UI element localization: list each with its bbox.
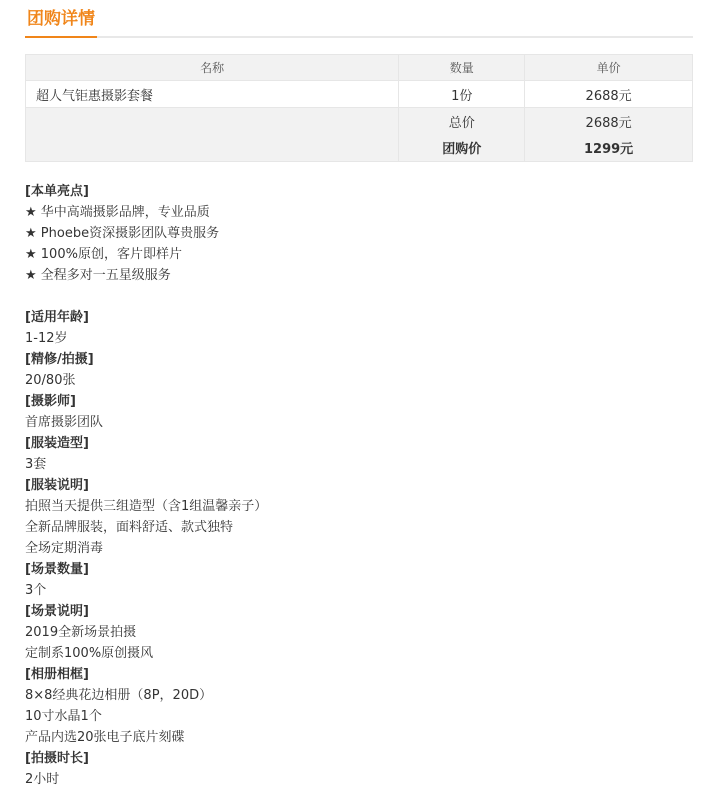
spec-value: 20/80张 (25, 373, 76, 388)
spec-value: 定制系100%原创摄风 (25, 646, 154, 661)
section-title: 团购详情 (25, 8, 97, 38)
spec-value: 全新品牌服装，面料舒适、款式独特 (25, 520, 234, 535)
spec-value: 1-12岁 (25, 331, 68, 346)
spec-value: 2小时 (25, 772, 60, 787)
total-blank-cell (26, 108, 399, 135)
column-header-name: 名称 (26, 55, 399, 81)
spec-label-scene-count: [场景数量] (25, 562, 89, 577)
table-row (26, 81, 693, 108)
total-value: 2688元 (525, 108, 693, 135)
deal-price-value: 1299元 (525, 135, 693, 162)
spec-value: 首席摄影团队 (25, 415, 104, 430)
spec-value: 10寸水晶1个 (25, 709, 102, 724)
column-header-qty: 数量 (399, 55, 525, 81)
deal-price-label: 团购价 (399, 135, 525, 162)
table-header-row (26, 55, 693, 81)
deal-price-row (26, 135, 693, 162)
column-header-price: 单价 (525, 55, 693, 81)
deal-table (25, 54, 693, 162)
spec-value: 3套 (25, 457, 47, 472)
spec-value: 产品内选20张电子底片刻碟 (25, 730, 185, 745)
spec-label-photographer: [摄影师] (25, 394, 76, 409)
highlight-item: ★ 全程多对一五星级服务 (25, 268, 171, 283)
spec-value: 2019全新场景拍摄 (25, 625, 137, 640)
highlight-item: ★ 华中高端摄影品牌，专业品质 (25, 205, 210, 220)
item-qty: 1份 (399, 81, 525, 108)
spec-label-photos: [精修/拍摄] (25, 352, 94, 367)
spec-value: 拍照当天提供三组造型（含1组温馨亲子） (25, 499, 268, 514)
deal-blank-cell (26, 135, 399, 162)
spec-label-album: [相册相框] (25, 667, 89, 682)
spec-label-duration: [拍摄时长] (25, 751, 89, 766)
highlight-item: ★ 100%原创，客片即样片 (25, 247, 182, 262)
item-price: 2688元 (525, 81, 693, 108)
spec-label-outfit-notes: [服装说明] (25, 478, 89, 493)
spec-label-scene-notes: [场景说明] (25, 604, 89, 619)
spec-value: 8×8经典花边相册（8P，20D） (25, 688, 213, 703)
highlight-item: ★ Phoebe资深摄影团队尊贵服务 (25, 226, 220, 241)
spacer (25, 286, 693, 307)
deal-details (25, 181, 693, 790)
item-name: 超人气钜惠摄影套餐 (26, 81, 399, 108)
spec-value: 全场定期消毒 (25, 541, 104, 556)
spec-label-outfits: [服装造型] (25, 436, 89, 451)
section-header (25, 0, 693, 38)
total-label: 总价 (399, 108, 525, 135)
spec-value: 3个 (25, 583, 47, 598)
total-row (26, 108, 693, 135)
spec-label-age: [适用年龄] (25, 310, 89, 325)
highlights-label: [本单亮点] (25, 184, 89, 199)
